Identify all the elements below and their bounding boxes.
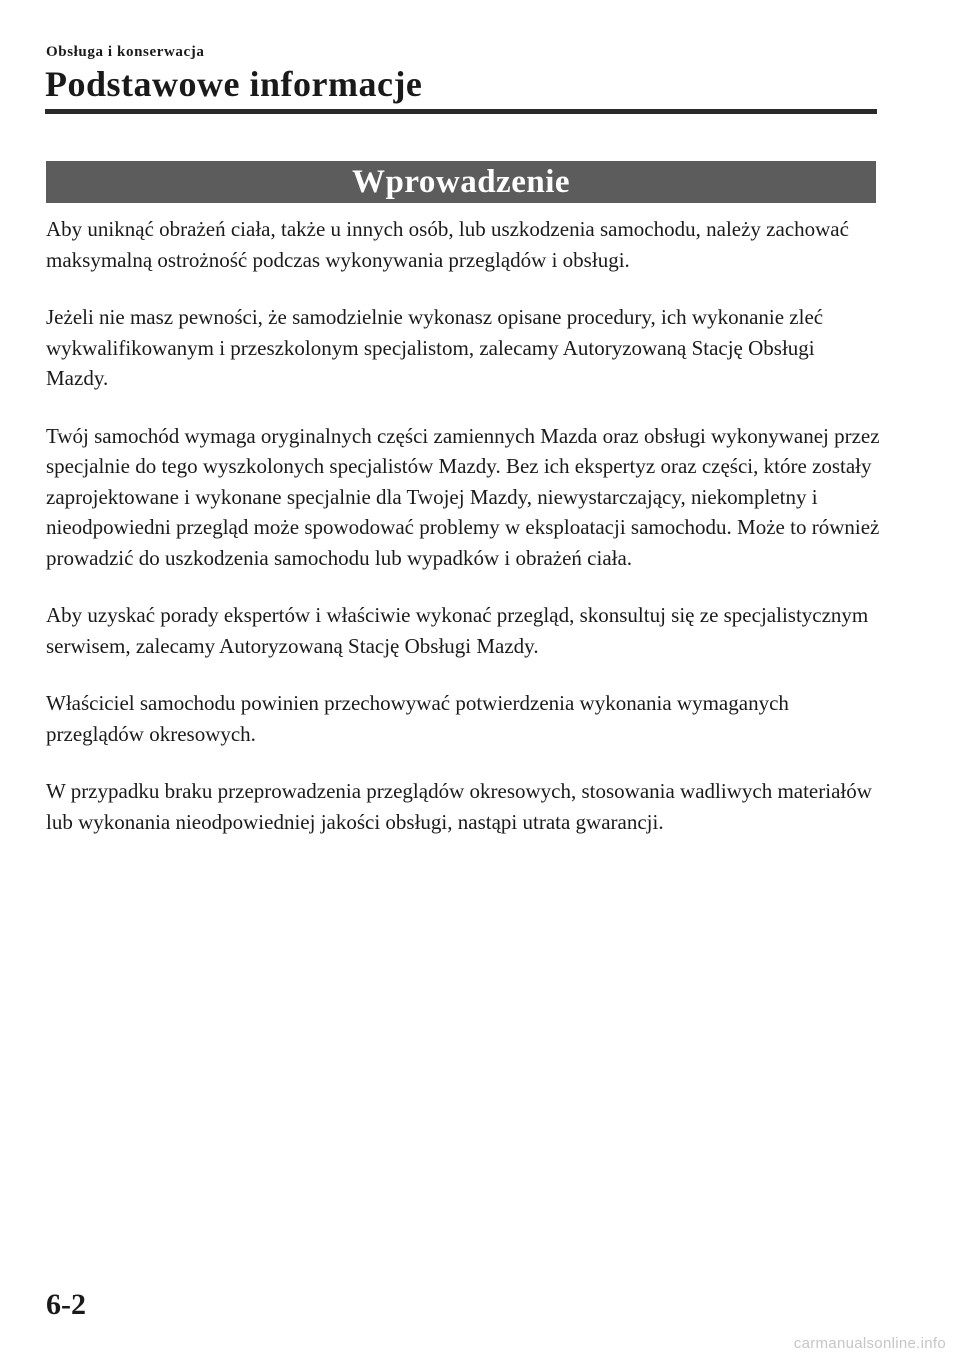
page-number: 6-2 — [46, 1288, 86, 1321]
page-title: Podstawowe informacje — [45, 64, 423, 104]
content-body — [46, 214, 882, 864]
header-rule — [45, 109, 877, 114]
watermark: carmanualsonline.info — [793, 1335, 946, 1352]
paragraph: Właściciel samochodu powinien przechowywać potwierdzenia wykonania wymaganych przeglądów okresowych. — [46, 691, 789, 746]
paragraph: Jeżeli nie masz pewności, że samodzielnie wykonasz opisane procedury, ich wykonanie zleć wykwalifikowanym i przeszkolonym specjalistom, zalecamy Autoryzowaną Stację Obsługi Mazdy. — [46, 305, 824, 390]
paragraph: W przypadku braku przeprowadzenia przeglądów okresowych, stosowania wadliwych materiałów lub wykonania nieodpowiedniej jakości obsługi, nastąpi utrata gwarancji. — [46, 779, 872, 834]
section-heading: Wprowadzenie — [46, 161, 876, 203]
paragraph: Aby uniknąć obrażeń ciała, także u innych osób, lub uszkodzenia samochodu, należy zachować maksymalną ostrożność podczas wykonywania przeglądów i obsługi. — [46, 217, 849, 272]
paragraph: Twój samochód wymaga oryginalnych części zamiennych Mazda oraz obsługi wykonywanej przez specjalnie do tego wyszkolonych specjalistów Mazdy. Bez ich ekspertyz oraz części, które zostały zaprojektowane i wykonane specjalnie dla Twojej Mazdy, niewystarczający, niekompletny i nieodpowiedni przegląd może spowodować problemy w eksploatacji samochodu. Może to również prowadzić do uszkodzenia samochodu lub wypadków i obrażeń ciała. — [46, 423, 880, 570]
paragraph: Aby uzyskać porady ekspertów i właściwie wykonać przegląd, skonsultuj się ze specjalistycznym serwisem, zalecamy Autoryzowaną Stację Obsługi Mazdy. — [46, 603, 869, 658]
header-section-label: Obsługa i konserwacja — [46, 44, 205, 60]
